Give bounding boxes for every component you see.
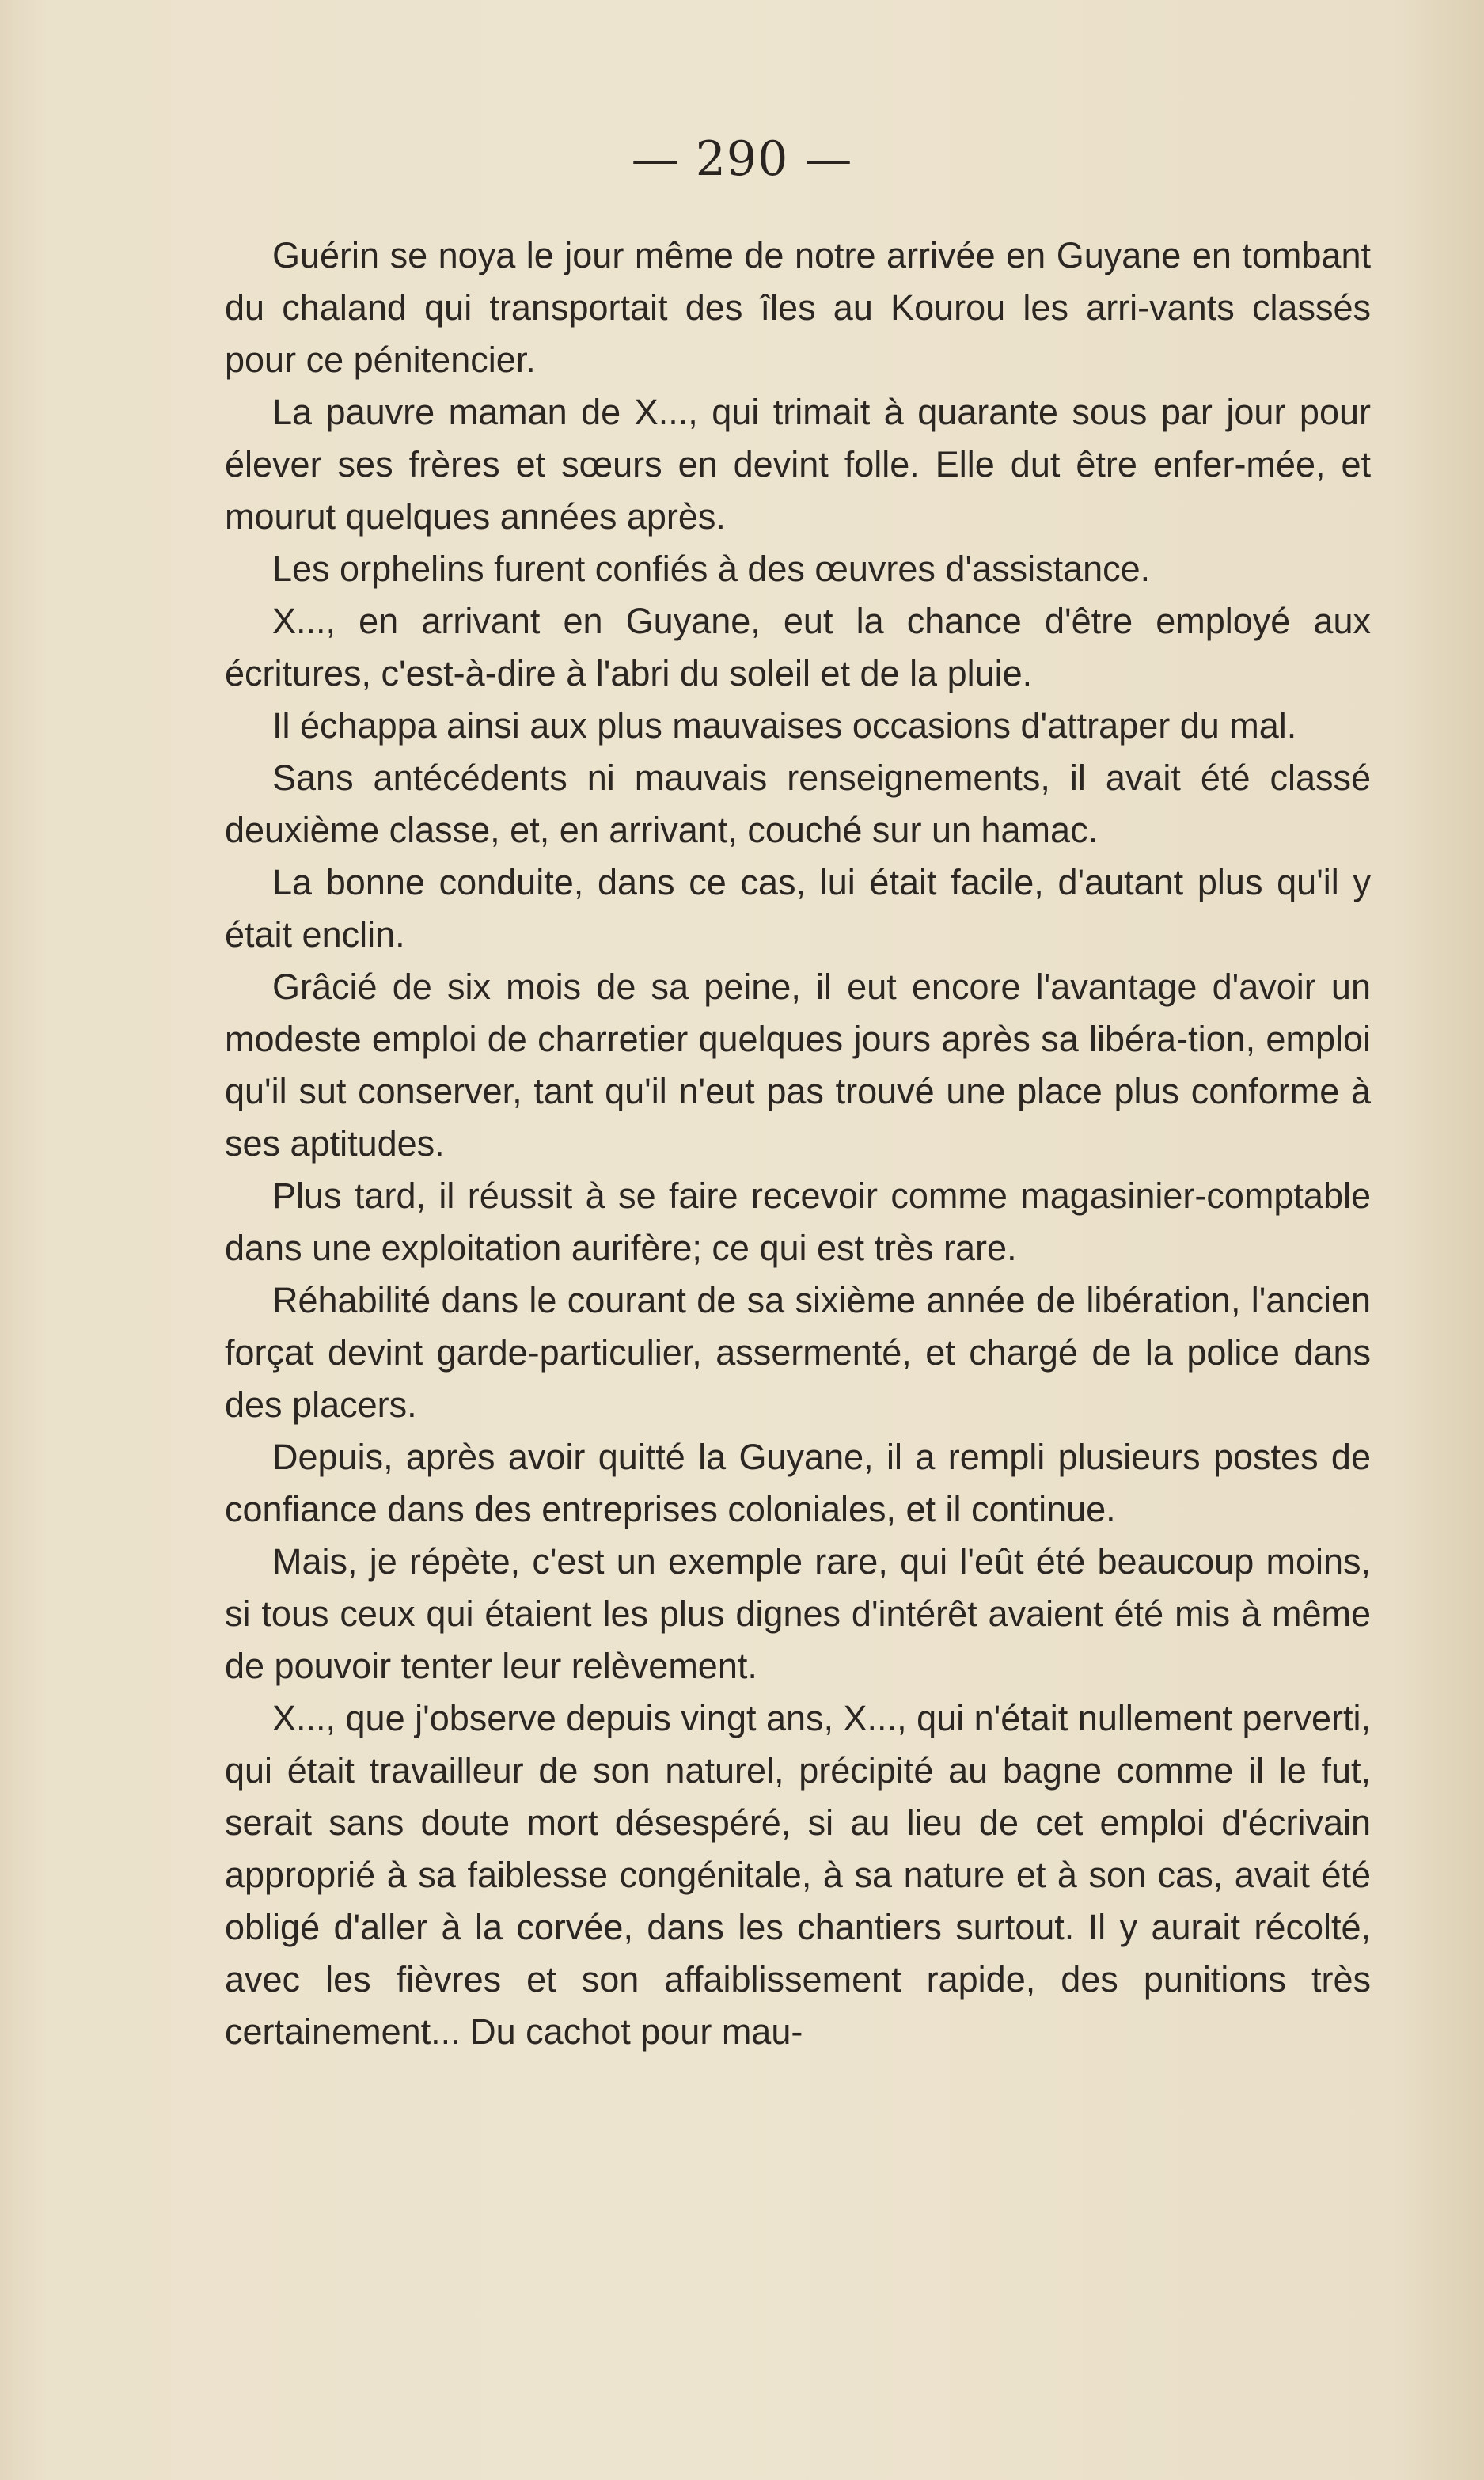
body-text: [225, 230, 1371, 2058]
paragraph: Guérin se noya le jour même de notre arrivée en Guyane en tombant du chaland qui transportait des îles au Kourou les arri-vants classés pour ce pénitencier.: [225, 235, 1371, 380]
paragraph: Mais, je répète, c'est un exemple rare, qui l'eût été beaucoup moins, si tous ceux qui étaient les plus dignes d'intérêt avaient été mis à même de pouvoir tenter leur relèvement.: [225, 1541, 1371, 1686]
paragraph: Depuis, après avoir quitté la Guyane, il a rempli plusieurs postes de confiance dans des entreprises coloniales, et il continue.: [225, 1437, 1371, 1529]
paragraph: La bonne conduite, dans ce cas, lui était facile, d'autant plus qu'il y était enclin.: [225, 862, 1371, 955]
paragraph: La pauvre maman de X..., qui trimait à quarante sous par jour pour élever ses frères et sœurs en devint folle. Elle dut être enfer-mée, et mourut quelques années après.: [225, 392, 1371, 537]
paragraph: Réhabilité dans le courant de sa sixième année de libération, l'ancien forçat devint garde-particulier, assermenté, et chargé de la police dans des placers.: [225, 1280, 1371, 1425]
paragraph: Plus tard, il réussit à se faire recevoir comme magasinier-comptable dans une exploitation aurifère; ce qui est très rare.: [225, 1175, 1371, 1268]
paragraph: Sans antécédents ni mauvais renseignements, il avait été classé deuxième classe, et, en arrivant, couché sur un hamac.: [225, 758, 1371, 850]
paragraph: X..., que j'observe depuis vingt ans, X..., qui n'était nullement perverti, qui était travailleur de son naturel, précipité au bagne comme il le fut, serait sans doute mort désespéré, si au lieu de cet emploi d'écrivain approprié à sa faiblesse congénitale, à sa nature et à son cas, avait été obligé d'aller à la corvée, dans les chantiers surtout. Il y aurait récolté, avec les fièvres et son affaiblissement rapide, des punitions très certainement... Du cachot pour mau-: [225, 1698, 1371, 2052]
paragraph: Il échappa ainsi aux plus mauvaises occasions d'attraper du mal.: [272, 705, 1297, 746]
page-number: — 290 —: [631, 131, 853, 187]
paragraph: Les orphelins furent confiés à des œuvres d'assistance.: [272, 549, 1151, 589]
paragraph: Grâcié de six mois de sa peine, il eut encore l'avantage d'avoir un modeste emploi de charretier quelques jours après sa libéra-tion, emploi qu'il sut conserver, tant qu'il n'eut pas trouvé une place plus conforme à ses aptitudes.: [225, 967, 1371, 1164]
paragraph: X..., en arrivant en Guyane, eut la chance d'être employé aux écritures, c'est-à-dire à l'abri du soleil et de la pluie.: [225, 601, 1371, 693]
